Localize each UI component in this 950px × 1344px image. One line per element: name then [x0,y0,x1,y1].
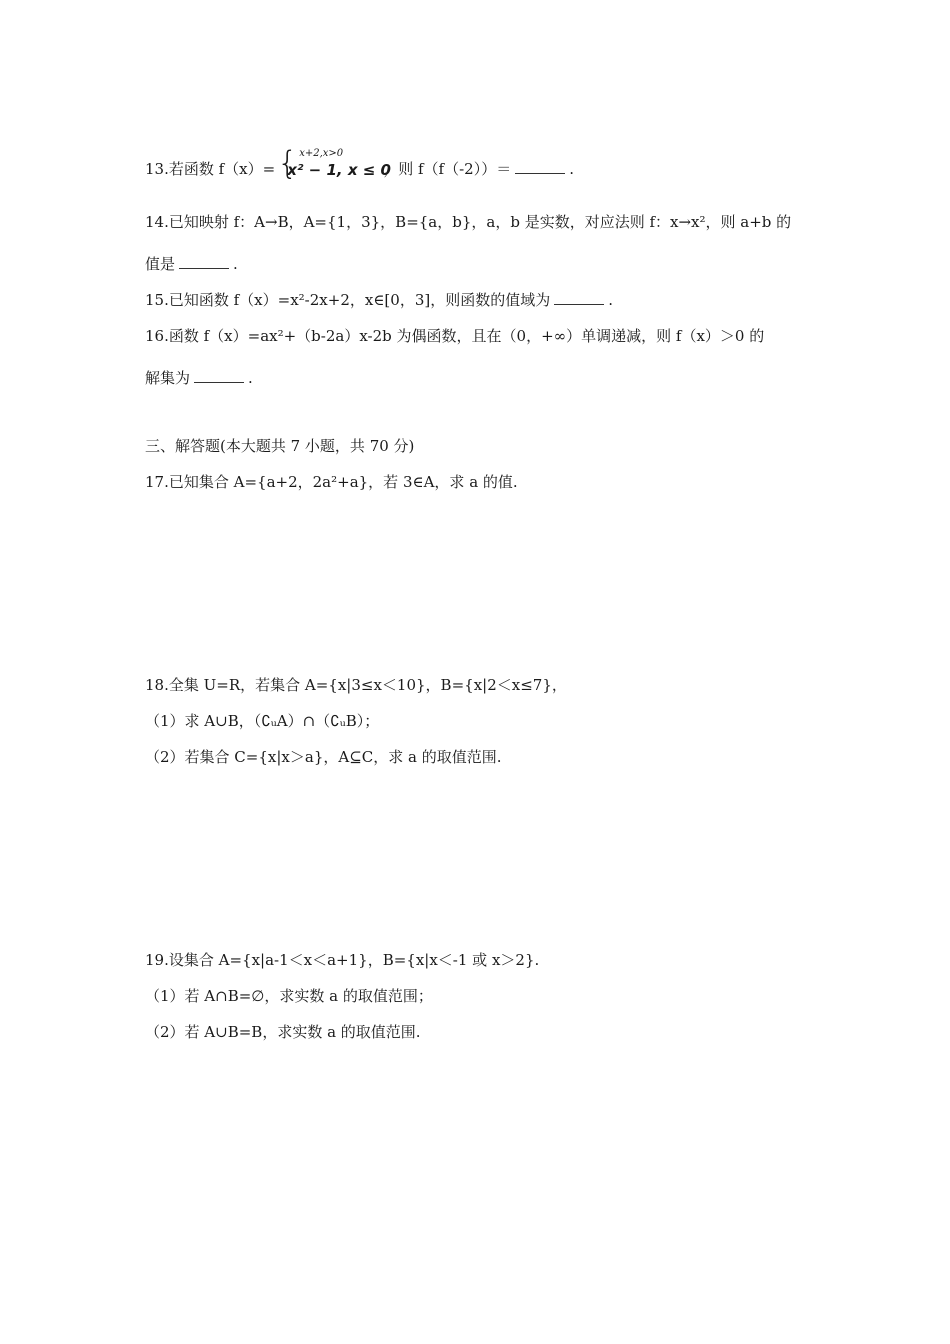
question-18-part-2: （2）若集合 C={x|x＞a}，A⊆C，求 a 的取值范围. [145,748,502,766]
question-17: 17.已知集合 A={a+2，2a²+a}，若 3∈A，求 a 的值. [145,473,518,491]
q13-suffix: ，则 f（f（-2））＝ [383,160,512,178]
brace-icon: { [277,144,298,182]
q14-line2-prefix: 值是 [145,255,176,273]
question-19-part-1: （1）若 A∩B=∅，求实数 a 的取值范围； [145,987,433,1005]
answer-blank-15 [554,290,604,305]
answer-blank-16 [194,368,244,383]
section-3-title: 三、解答题(本大题共 7 小题，共 70 分) [145,437,415,455]
piecewise-case-1: x+2,x>0 [299,148,344,159]
question-16-line-1: 16.函数 f（x）=ax²+（b-2a）x-2b 为偶函数，且在（0，+∞）单调递减，则 f（x）＞0 的 [145,327,765,345]
q13-prefix: 13.若函数 [145,160,219,178]
question-18-stem: 18.全集 U=R，若集合 A={x|3≤x＜10}，B={x|2＜x≤7}， [145,676,567,694]
answer-blank-14 [179,254,229,269]
q16-line2-prefix: 解集为 [145,369,191,387]
answer-blank-13 [515,159,565,174]
question-14-line-1: 14.已知映射 f：A→B，A={1，3}，B={a，b}，a，b 是实数，对应法则 f：x→x²，则 a+b 的 [145,213,792,231]
question-19-part-2: （2）若 A∪B=B，求实数 a 的取值范围. [145,1023,421,1041]
q14-end: . [233,255,238,273]
question-13 [145,146,574,180]
q15-end: . [608,291,613,309]
q13-fx: f（x）= [218,160,276,178]
piecewise-function [277,144,391,182]
q13-end: . [569,160,574,178]
question-19-stem: 19.设集合 A={x|a-1＜x＜a+1}，B={x|x＜-1 或 x＞2}. [145,951,540,969]
q16-end: . [248,369,253,387]
piecewise-case-2: x² − 1, x ≤ 0 [287,161,391,179]
question-16-line-2 [145,368,253,388]
question-14-line-2 [145,254,238,274]
q15-text: 15.已知函数 f（x）=x²-2x+2，x∈[0，3]，则函数的值域为 [145,291,551,309]
question-15 [145,290,613,310]
question-18-part-1: （1）求 A∪B，（∁ᵤA）∩（∁ᵤB）； [145,712,380,730]
